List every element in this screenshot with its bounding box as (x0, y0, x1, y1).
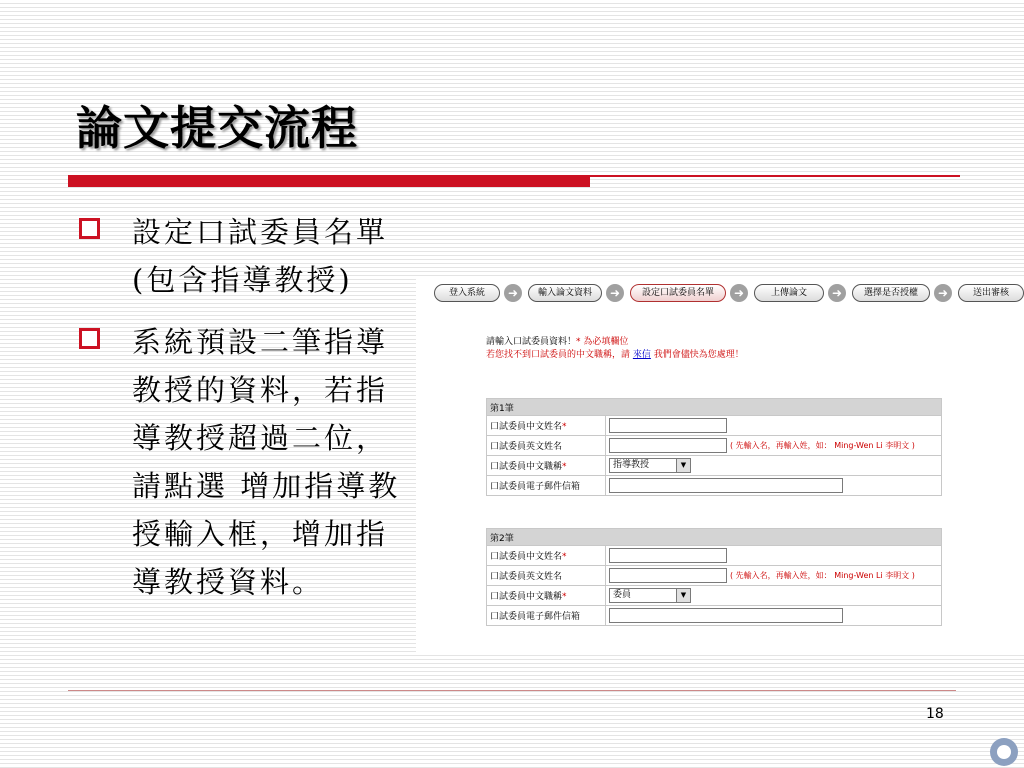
embedded-form-screenshot (416, 276, 1024, 652)
field-cell (606, 436, 942, 456)
field-label: 口試委員英文姓名 (487, 566, 606, 586)
field-cell (606, 606, 942, 626)
chevron-down-icon: ▼ (676, 459, 690, 472)
ring-icon (990, 738, 1018, 766)
title-select-value: 指導教授 (613, 460, 650, 470)
committee-table-1 (486, 398, 942, 496)
field-cell (606, 566, 942, 586)
section-heading: 第2筆 (487, 529, 942, 546)
step-progress-bar (424, 284, 1024, 302)
slide-title: 論文提交流程 (76, 101, 358, 155)
step-enter-thesis[interactable]: 輸入論文資料 (528, 284, 602, 302)
email-input[interactable] (609, 608, 843, 623)
square-bullet-icon (79, 328, 100, 349)
cn-name-input[interactable] (609, 418, 727, 433)
field-cell (606, 456, 942, 476)
field-label: 口試委員英文姓名 (487, 436, 606, 456)
arrow-right-icon: ➜ (504, 284, 522, 302)
field-cell (606, 476, 942, 496)
arrow-right-icon: ➜ (730, 284, 748, 302)
step-submit-review[interactable]: 送出審核 (958, 284, 1024, 302)
field-label: 口試委員電子郵件信箱 (487, 476, 606, 496)
notice-text: 請輸入口試委員資料！ (486, 337, 577, 347)
step-set-committee[interactable]: 設定口試委員名單 (630, 284, 726, 302)
page-number: 18 (926, 706, 944, 722)
arrow-right-icon: ➜ (606, 284, 624, 302)
field-label: 口試委員中文職稱* (487, 586, 606, 606)
field-label: 口試委員中文職稱* (487, 456, 606, 476)
committee-table-2 (486, 528, 942, 626)
notice-line-1 (486, 336, 744, 349)
title-select-value: 委員 (613, 590, 632, 600)
en-name-hint: ( 先輸入名，再輸入姓，如： Ming-Wen Li 李明文 ) (730, 441, 915, 450)
title-underline-line (590, 175, 960, 177)
field-cell (606, 546, 942, 566)
form-notice (486, 336, 744, 362)
field-label: 口試委員中文姓名* (487, 546, 606, 566)
bullet-text: 設定口試委員名單 (包含指導教授) (132, 215, 389, 297)
step-login[interactable]: 登入系統 (434, 284, 500, 302)
field-cell (606, 586, 942, 606)
notice-text: 我們會儘快為您處理！ (650, 350, 744, 360)
notice-line-2 (486, 349, 744, 362)
step-upload-thesis[interactable]: 上傳論文 (754, 284, 824, 302)
en-name-input[interactable] (609, 568, 727, 583)
field-label: 口試委員電子郵件信箱 (487, 606, 606, 626)
email-input[interactable] (609, 478, 843, 493)
title-select[interactable] (609, 458, 691, 473)
field-label: 口試委員中文姓名* (487, 416, 606, 436)
bullet-text: 系統預設二筆指導 教授的資料，若指 導教授超過二位， 請點選 增加指導教 授輸入框，增加指 導教授資料。 (132, 325, 401, 599)
notice-text: 若您找不到口試委員的中文職稱，請 (486, 350, 633, 360)
footer-divider (68, 690, 956, 691)
en-name-hint: ( 先輸入名，再輸入姓，如： Ming-Wen Li 李明文 ) (730, 571, 915, 580)
arrow-right-icon: ➜ (828, 284, 846, 302)
title-underline-bar (68, 175, 590, 187)
required-legend: * 為必填欄位 (576, 337, 629, 347)
chevron-down-icon: ▼ (676, 589, 690, 602)
arrow-right-icon: ➜ (934, 284, 952, 302)
cn-name-input[interactable] (609, 548, 727, 563)
contact-link[interactable]: 來信 (632, 350, 651, 360)
field-cell (606, 416, 942, 436)
title-select[interactable] (609, 588, 691, 603)
en-name-input[interactable] (609, 438, 727, 453)
step-authorization[interactable]: 選擇是否授權 (852, 284, 930, 302)
section-heading: 第1筆 (487, 399, 942, 416)
square-bullet-icon (79, 218, 100, 239)
